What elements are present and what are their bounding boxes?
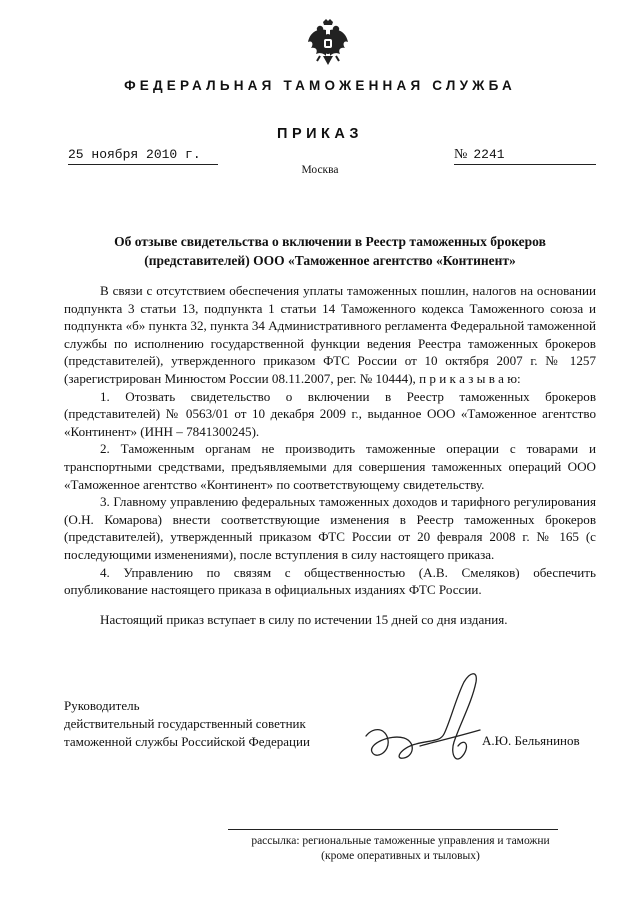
title-line-1: Об отзыве свидетельства о включении в Реестр таможенных брокеров — [114, 234, 546, 249]
item-2: 2. Таможенным органам не производить таможенные операции с товарами и транспортными средствами, предъявляемыми для совершения таможенных операций ООО «Таможенное агентство «Континент» по соответствующему свидетельству. — [64, 441, 596, 492]
signatory-title — [64, 697, 374, 751]
order-number-field — [454, 146, 596, 165]
city: Москва — [301, 164, 339, 176]
distribution-divider — [228, 829, 558, 830]
order-title — [80, 232, 580, 270]
distribution-list — [228, 834, 573, 864]
signatory-line-1: Руководитель — [64, 698, 140, 713]
distribution-line-1: рассылка: региональные таможенные управления и таможни — [251, 835, 550, 847]
order-number: 2241 — [473, 147, 505, 162]
order-body — [64, 282, 596, 628]
title-line-2: (представителей) ООО «Таможенное агентство «Континент» — [144, 253, 516, 268]
item-3: 3. Главному управлению федеральных таможенных доходов и тарифного регулирования (О.Н. Комарова) внести соответствующие изменения в Реестр таможенных брокеров (представителей), утвержденный приказом ФТС России от 20 февраля 2008 г. № 165 (с последующими изменениями), после вступления в силу настоящего приказа. — [64, 494, 596, 562]
signatory-line-3: таможенной службы Российской Федерации — [64, 734, 310, 749]
handwritten-signature — [360, 668, 510, 778]
preamble-paragraph: В связи с отсутствием обеспечения уплаты таможенных пошлин, налогов на основании подпункта 3 статьи 13, подпункта 1 статьи 14 Таможенного кодекса Таможенного союза и подпункта «б» пункта 32, пункта 34 Административного регламента Федеральной таможенной службы по исполнению государственной функции ведения Реестра таможенных брокеров (представителей), утвержденного приказом ФТС России от 10 октября 2007 г. № 1257 (зарегистрирован Минюстом России 08.11.2007, рег. № 10444), п р и к а з ы в а ю: — [64, 283, 596, 386]
document-type: ПРИКАЗ — [277, 126, 363, 142]
effective-date-paragraph: Настоящий приказ вступает в силу по истечении 15 дней со дня издания. — [100, 611, 508, 627]
signatory-name: А.Ю. Бельянинов — [482, 733, 580, 748]
order-date: 25 ноября 2010 г. — [68, 146, 218, 165]
agency-name: ФЕДЕРАЛЬНАЯ ТАМОЖЕННАЯ СЛУЖБА — [124, 78, 516, 93]
item-1: 1. Отозвать свидетельство о включении в Реестр таможенных брокеров (представителей) № 0563/01 от 10 декабря 2009 г., выданное ООО «Таможенное агентство «Континент» (ИНН – 7841300245). — [64, 388, 596, 439]
number-label: № — [454, 147, 468, 162]
coat-of-arms-eagle-icon — [306, 18, 350, 68]
item-4: 4. Управлению по связям с общественностью (А.В. Смеляков) обеспечить опубликование настоящего приказа в официальных изданиях ФТС России. — [64, 564, 596, 598]
distribution-line-2: (кроме оперативных и тыловых) — [321, 850, 480, 862]
signatory-line-2: действительный государственный советник — [64, 716, 306, 731]
